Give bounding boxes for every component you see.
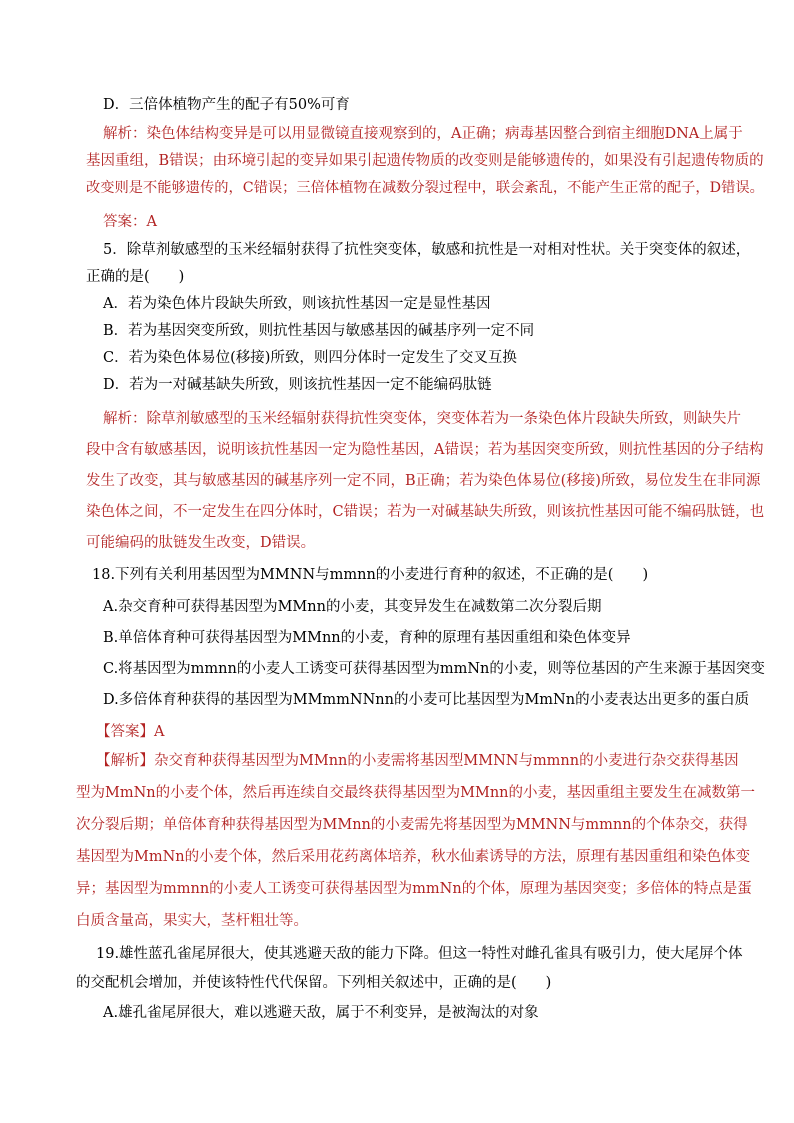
q5-analysis-line-5: 可能编码的肽链发生改变，D错误。 <box>86 535 316 551</box>
q18-option-d: D.多倍体育种获得的基因型为MMmmNNnn的小麦可比基因型为MmNn的小麦表达出更多的蛋白质 <box>103 692 750 708</box>
q18-analysis-line-5: 异；基因型为mmnn的小麦人工诱变可获得基因型为mmNn的个体，原理为基因突变；多倍体的特点是蛋 <box>76 881 752 897</box>
q19-option-a: A.雄孔雀尾屏很大，难以逃避天敌，属于不利变异，是被淘汰的对象 <box>103 1005 539 1021</box>
q19-stem-line-1: 19.雄性蓝孔雀尾屏很大，使其逃避天敌的能力下降。但这一特性对雌孔雀具有吸引力，使大尾屏个体 <box>96 946 743 962</box>
q5-stem-line-1: 5．除草剂敏感型的玉米经辐射获得了抗性突变体，敏感和抗性是一对相对性状。关于突变体的叙述， <box>103 242 751 258</box>
q18-stem: 18.下列有关利用基因型为MMNN与mmnn的小麦进行育种的叙述，不正确的是( ) <box>92 567 649 583</box>
q18-analysis-line-1: 【解析】杂交育种获得基因型为MMnn的小麦需将基因型MMNN与mmnn的小麦进行杂交获得基因 <box>96 753 739 769</box>
q18-option-a: A.杂交育种可获得基因型为MMnn的小麦，其变异发生在减数第二次分裂后期 <box>103 599 602 615</box>
q5-option-b: B．若为基因突变所致，则抗性基因与敏感基因的碱基序列一定不同 <box>103 323 535 339</box>
q5-analysis-line-1: 解析：除草剂敏感型的玉米经辐射获得抗性突变体，突变体若为一条染色体片段缺失所致，则缺失片 <box>103 411 741 427</box>
q4-option-d: D．三倍体植物产生的配子有50%可育 <box>103 97 350 113</box>
q4-analysis-line-2: 基因重组，B错误；由环境引起的变异如果引起遗传物质的改变则是能够遗传的，如果没有引起遗传物质的 <box>86 153 764 169</box>
q18-analysis-line-3: 次分裂后期；单倍体育种获得基因型为MMnn的小麦需先将基因型为MMNN与mmnn的个体杂交，获得 <box>76 817 748 833</box>
q18-analysis-line-2: 型为MmNn的小麦个体，然后再连续自交最终获得基因型为MMnn的小麦，基因重组主要发生在减数第一 <box>76 785 755 801</box>
q5-analysis-line-2: 段中含有敏感基因，说明该抗性基因一定为隐性基因，A错误；若为基因突变所致，则抗性基因的分子结构 <box>86 442 764 458</box>
q19-stem-line-2: 的交配机会增加，并使该特性代代保留。下列相关叙述中，正确的是( ) <box>76 975 552 991</box>
q18-option-b: B.单倍体育种可获得基因型为MMnn的小麦，育种的原理有基因重组和染色体变异 <box>103 630 631 646</box>
q5-analysis-line-3: 发生了改变，其与敏感基因的碱基序列一定不同，B正确；若为染色体易位(移接)所致，易位发生在非同源 <box>86 473 761 489</box>
q5-analysis-line-4: 染色体之间，不一定发生在四分体时，C错误；若为一对碱基缺失所致，则该抗性基因可能不编码肽链，也 <box>86 504 765 520</box>
q18-option-c: C.将基因型为mmnn的小麦人工诱变可获得基因型为mmNn的小麦，则等位基因的产生来源于基因突变 <box>103 661 765 677</box>
q5-option-d: D．若为一对碱基缺失所致，则该抗性基因一定不能编码肽链 <box>103 377 492 393</box>
q18-answer: 【答案】A <box>96 724 165 740</box>
q5-option-c: C．若为染色体易位(移接)所致，则四分体时一定发生了交叉互换 <box>103 350 517 366</box>
q5-stem-line-2: 正确的是( ) <box>86 269 185 285</box>
q18-analysis-line-6: 白质含量高，果实大，茎杆粗壮等。 <box>76 913 308 929</box>
q18-analysis-line-4: 基因型为MmNn的小麦个体，然后采用花药离体培养，秋水仙素诱导的方法，原理有基因重组和染色体变 <box>76 849 751 865</box>
q4-analysis-line-1: 解析：染色体结构变异是可以用显微镜直接观察到的，A正确；病毒基因整合到宿主细胞DNA上属于 <box>103 126 743 142</box>
q5-option-a: A．若为染色体片段缺失所致，则该抗性基因一定是显性基因 <box>103 296 491 312</box>
q4-analysis-line-3: 改变则是不能够遗传的，C错误；三倍体植物在减数分裂过程中，联会紊乱，不能产生正常的配子，D错误。 <box>86 180 764 196</box>
q4-answer: 答案：A <box>103 214 157 230</box>
